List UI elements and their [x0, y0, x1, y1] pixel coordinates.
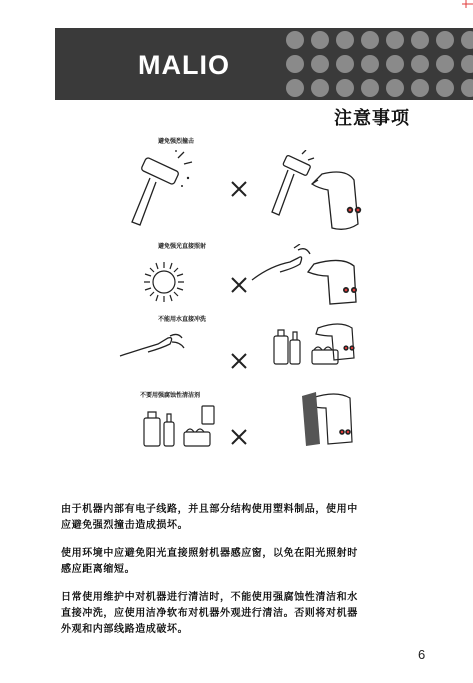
faucet-sunlight-illustration — [250, 244, 372, 306]
warning-label-water: 不能用水直接冲洗 — [158, 316, 207, 323]
water-hose-icon — [118, 326, 188, 366]
prohibit-cross-icon — [229, 275, 249, 295]
paragraph-line: 使用环境中应避免阳光直接照射机器感应窗，以免在阳光照射时 — [61, 548, 358, 559]
warning-label-sunlight: 避免强光直接照射 — [158, 243, 207, 250]
hammer-icon — [118, 150, 198, 230]
cleaners-icon — [140, 402, 222, 448]
faucet-cleaners-illustration — [268, 318, 368, 374]
header-banner — [55, 28, 473, 100]
paragraph-line: 外观和内部线路造成破坏。 — [61, 624, 189, 635]
decorative-pattern — [285, 28, 473, 100]
warning-label-impact: 避免强烈撞击 — [158, 138, 195, 145]
paragraph-impact — [61, 502, 401, 534]
page-number: 6 — [418, 647, 426, 662]
warning-label-corrosive: 不要用强腐蚀性清洁剂 — [140, 392, 201, 399]
paragraph-cleaning — [61, 590, 401, 638]
faucet-impact-illustration — [266, 150, 370, 236]
prohibit-cross-icon — [229, 427, 249, 447]
paragraph-sunlight — [61, 546, 401, 578]
faucet-cloth-illustration — [292, 388, 368, 448]
brand-logo: MALIO — [138, 50, 230, 80]
paragraph-line: 由于机器内部有电子线路，并且部分结构使用塑料制品，使用中 — [61, 504, 358, 515]
page-title: 注意事项 — [334, 108, 410, 129]
paragraph-line: 直接冲洗，应使用洁净软布对机器外观进行清洁。否则将对机器 — [61, 608, 358, 619]
paragraph-line: 应避免强烈撞击造成损坏。 — [61, 520, 189, 531]
paragraph-line: 日常使用维护中对机器进行清洁时，不能使用强腐蚀性清洁和水 — [61, 592, 358, 603]
paragraph-line: 感应距离缩短。 — [61, 564, 136, 575]
corner-crop-mark-icon — [459, 0, 473, 14]
prohibit-cross-icon — [229, 351, 249, 371]
sun-icon — [140, 258, 188, 306]
prohibit-cross-icon — [229, 179, 249, 199]
